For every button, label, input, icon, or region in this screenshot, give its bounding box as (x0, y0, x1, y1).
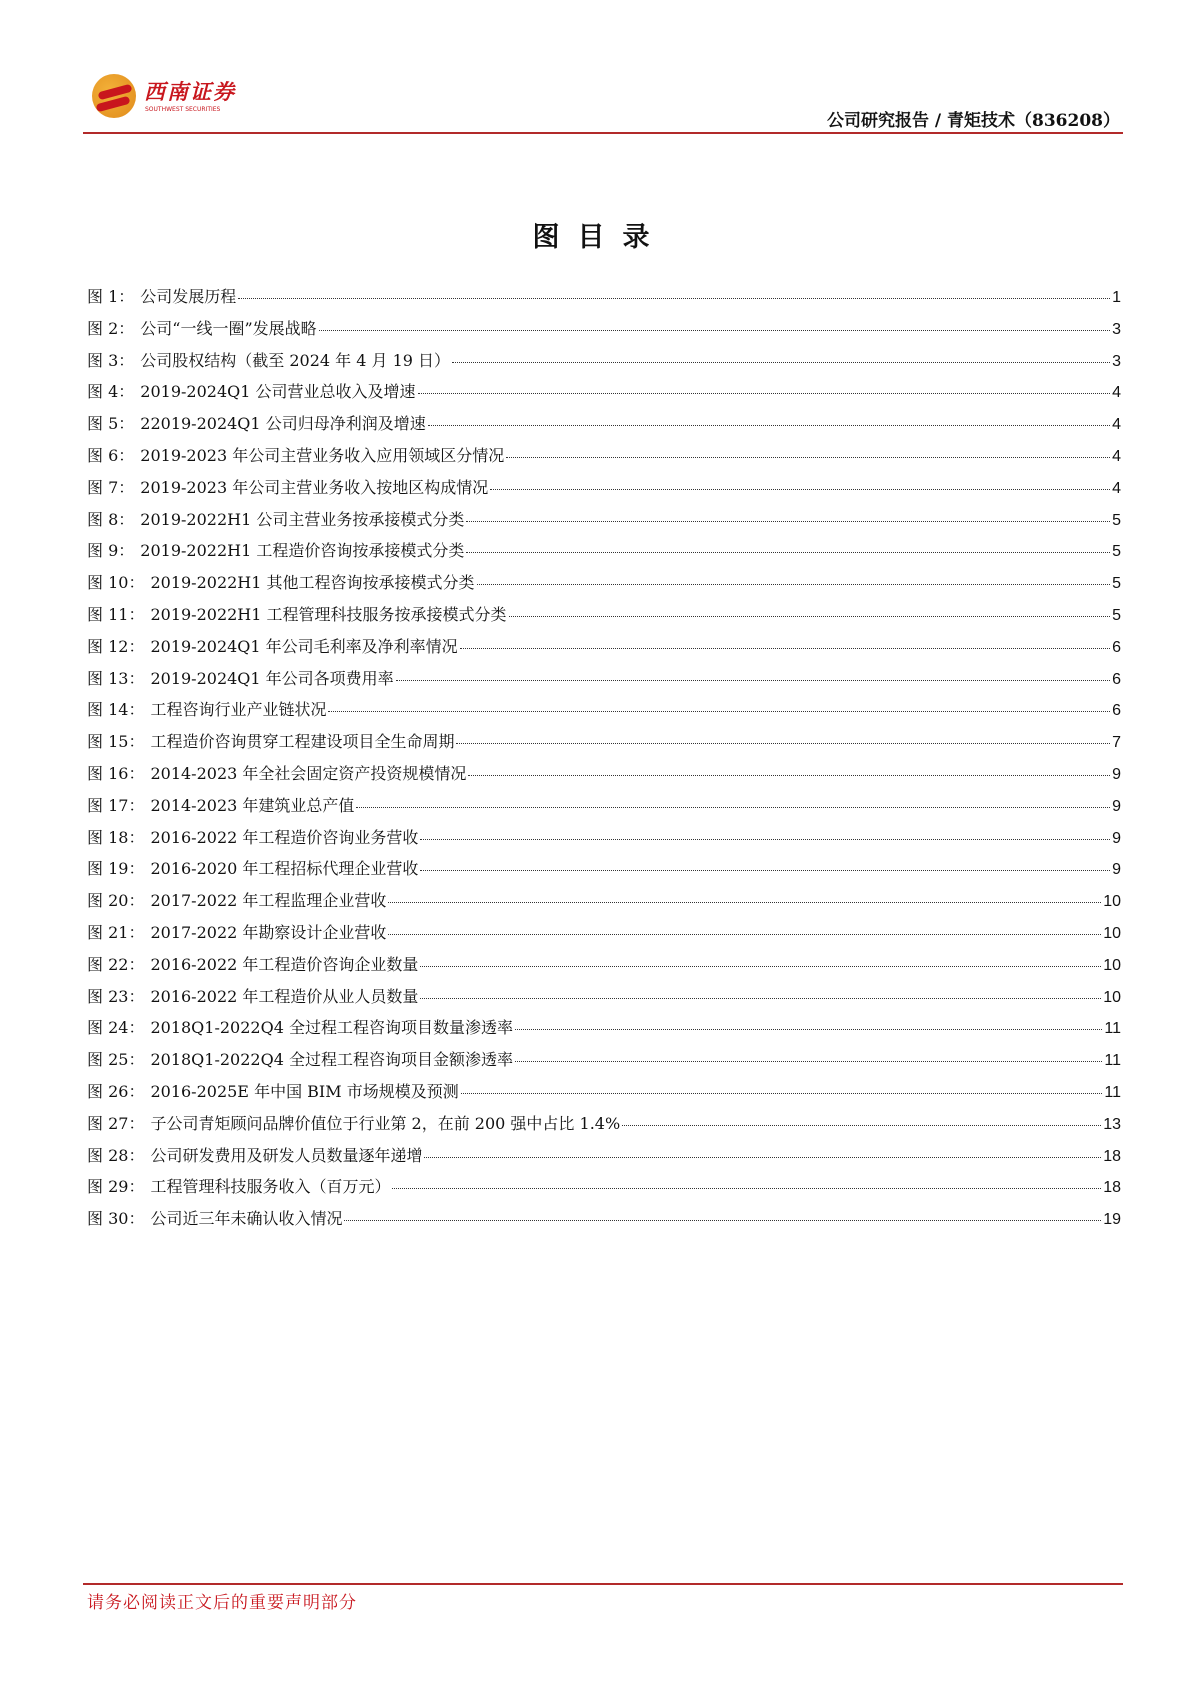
toc-page: 19 (1103, 1211, 1121, 1229)
toc-page: 11 (1104, 1020, 1121, 1038)
toc-label: 2018Q1-2022Q4 全过程工程咨询项目金额渗透率 (150, 1050, 513, 1070)
toc-page: 9 (1112, 797, 1121, 815)
toc-leader-dots (388, 902, 1101, 903)
toc-entry[interactable] (87, 1143, 1121, 1175)
toc-leader-dots (466, 521, 1110, 522)
toc-leader-dots (356, 807, 1110, 808)
toc-leader-dots (420, 839, 1110, 840)
toc-label: 2018Q1-2022Q4 全过程工程咨询项目数量渗透率 (150, 1018, 513, 1038)
toc-leader-dots (344, 1220, 1101, 1221)
toc-label: 公司近三年未确认收入情况 (150, 1209, 343, 1229)
toc-page: 10 (1103, 924, 1121, 942)
toc-number: 图 4： (87, 382, 135, 402)
toc-page: 18 (1103, 1147, 1121, 1165)
toc-page: 6 (1112, 702, 1121, 720)
toc-label: 2019-2024Q1 年公司各项费用率 (150, 668, 394, 688)
toc-leader-dots (238, 298, 1110, 299)
footer-disclaimer: 请务必阅读正文后的重要声明部分 (87, 1593, 357, 1613)
toc-page: 11 (1104, 1052, 1121, 1070)
toc-page: 3 (1112, 320, 1121, 338)
toc-number: 图 7： (87, 477, 135, 497)
toc-number: 图 10： (87, 573, 145, 593)
toc-page: 5 (1112, 606, 1121, 624)
toc-page: 4 (1112, 479, 1121, 497)
toc-number: 图 27： (87, 1113, 145, 1133)
toc-leader-dots (420, 870, 1110, 871)
toc-label: 公司研发费用及研发人员数量逐年递增 (150, 1145, 423, 1165)
toc-page: 7 (1112, 734, 1121, 752)
toc-page: 6 (1112, 670, 1121, 688)
toc-label: 2019-2023 年公司主营业务收入按地区构成情况 (140, 477, 489, 497)
report-header: 公司研究报告 / 青矩技术（836208） (826, 111, 1120, 131)
toc-entry[interactable] (87, 411, 1121, 443)
logo-text: 西南证券 (144, 79, 236, 104)
toc-page: 4 (1112, 384, 1121, 402)
toc-entry[interactable] (87, 602, 1121, 634)
toc-label: 2016-2020 年工程招标代理企业营收 (150, 859, 419, 879)
toc-label: 2019-2024Q1 公司营业总收入及增速 (140, 382, 416, 402)
toc-label: 2019-2022H1 工程造价咨询按承接模式分类 (140, 541, 465, 561)
toc-leader-dots (515, 1061, 1102, 1062)
toc-entry[interactable] (87, 856, 1121, 888)
toc-page: 1 (1112, 289, 1121, 306)
toc-label: 2016-2025E 年中国 BIM 市场规模及预测 (150, 1081, 459, 1101)
toc-label: 2016-2022 年工程造价从业人员数量 (150, 986, 419, 1006)
toc-leader-dots (452, 362, 1110, 363)
company-logo (92, 72, 252, 122)
toc-label: 子公司青矩顾问品牌价值位于行业第 2，在前 200 强中占比 1.4% (150, 1113, 621, 1133)
toc-entry[interactable] (87, 984, 1121, 1016)
toc-leader-dots (477, 584, 1111, 585)
toc-label: 工程管理科技服务收入（百万元） (150, 1177, 391, 1197)
toc-leader-dots (319, 330, 1110, 331)
toc-label: 2016-2022 年工程造价咨询企业数量 (150, 954, 419, 974)
toc-number: 图 28： (87, 1145, 145, 1165)
toc-page: 9 (1112, 829, 1121, 847)
toc-leader-dots (460, 648, 1110, 649)
toc-number: 图 1： (87, 287, 135, 306)
toc-page: 13 (1103, 1115, 1121, 1133)
footer-divider (83, 1583, 1123, 1585)
toc-entry[interactable] (87, 697, 1121, 729)
toc-label: 2017-2022 年工程监理企业营收 (150, 891, 387, 911)
toc-leader-dots (420, 966, 1101, 967)
toc-entry[interactable] (87, 666, 1121, 698)
toc-number: 图 12： (87, 636, 145, 656)
toc-leader-dots (428, 425, 1110, 426)
toc-page: 5 (1112, 575, 1121, 593)
toc-number: 图 2： (87, 318, 135, 338)
toc-entry[interactable] (87, 284, 1121, 316)
toc-page: 6 (1112, 638, 1121, 656)
toc-leader-dots (466, 552, 1110, 553)
toc-leader-dots (418, 393, 1111, 394)
toc-entry[interactable] (87, 920, 1121, 952)
toc-number: 图 15： (87, 732, 145, 752)
toc-leader-dots (456, 743, 1110, 744)
toc-page: 18 (1103, 1179, 1121, 1197)
toc-entry[interactable] (87, 1174, 1121, 1206)
toc-number: 图 19： (87, 859, 145, 879)
toc-number: 图 30： (87, 1209, 145, 1229)
toc-entry[interactable] (87, 825, 1121, 857)
toc-number: 图 25： (87, 1050, 145, 1070)
toc-entry[interactable] (87, 1015, 1121, 1047)
toc-number: 图 21： (87, 922, 145, 942)
toc-number: 图 26： (87, 1081, 145, 1101)
toc-entry[interactable] (87, 1047, 1121, 1079)
toc-label: 2019-2024Q1 年公司毛利率及净利率情况 (150, 636, 458, 656)
toc-page: 9 (1112, 861, 1121, 879)
toc-number: 图 29： (87, 1177, 145, 1197)
toc-entry[interactable] (87, 507, 1121, 539)
toc-number: 图 17： (87, 795, 145, 815)
toc-label: 工程咨询行业产业链状况 (150, 700, 327, 720)
toc-label: 22019-2024Q1 公司归母净利润及增速 (140, 414, 426, 434)
toc-page: 10 (1103, 988, 1121, 1006)
toc-leader-dots (424, 1157, 1101, 1158)
toc-label: 2019-2022H1 其他工程咨询按承接模式分类 (150, 573, 475, 593)
toc-leader-dots (490, 489, 1110, 490)
toc-entry[interactable] (87, 443, 1121, 475)
toc-leader-dots (515, 1029, 1102, 1030)
toc-page: 4 (1112, 416, 1121, 434)
toc-number: 图 14： (87, 700, 145, 720)
toc-number: 图 18： (87, 827, 145, 847)
toc-number: 图 3： (87, 350, 135, 370)
toc-entry[interactable] (87, 888, 1121, 920)
toc-entry[interactable] (87, 538, 1121, 570)
header-divider (83, 132, 1123, 134)
logo-emblem-icon (92, 74, 136, 118)
toc-entry[interactable] (87, 1079, 1121, 1111)
toc-leader-dots (622, 1125, 1101, 1126)
toc-page: 3 (1112, 352, 1121, 370)
toc-leader-dots (468, 775, 1110, 776)
toc-label: 2019-2023 年公司主营业务收入应用领域区分情况 (140, 445, 505, 465)
toc-entry[interactable] (87, 634, 1121, 666)
toc-number: 图 6： (87, 445, 135, 465)
toc-label: 2014-2023 年建筑业总产值 (150, 795, 355, 815)
toc-number: 图 23： (87, 986, 145, 1006)
toc-entry[interactable] (87, 952, 1121, 984)
toc-entry[interactable] (87, 316, 1121, 348)
toc-page: 9 (1112, 765, 1121, 783)
toc-entry[interactable] (87, 729, 1121, 761)
toc-label: 2019-2022H1 公司主营业务按承接模式分类 (140, 509, 465, 529)
toc-page: 4 (1112, 447, 1121, 465)
page-title: 图目录 (532, 222, 668, 253)
toc-label: 公司“一线一圈”发展战略 (140, 318, 317, 338)
toc-number: 图 16： (87, 763, 145, 783)
toc-page: 10 (1103, 893, 1121, 911)
toc-label: 2016-2022 年工程造价咨询业务营收 (150, 827, 419, 847)
logo-subtext: SOUTHWEST SECURITIES (145, 106, 221, 113)
toc-leader-dots (506, 457, 1110, 458)
toc-leader-dots (396, 680, 1110, 681)
toc-entry[interactable] (87, 1111, 1121, 1143)
toc-leader-dots (388, 934, 1101, 935)
toc-number: 图 20： (87, 891, 145, 911)
toc-leader-dots (461, 1093, 1103, 1094)
figure-toc (87, 284, 1121, 1238)
toc-number: 图 9： (87, 541, 135, 561)
toc-page: 5 (1112, 543, 1121, 561)
toc-entry[interactable] (87, 793, 1121, 825)
toc-entry[interactable] (87, 761, 1121, 793)
toc-leader-dots (392, 1188, 1101, 1189)
toc-number: 图 5： (87, 414, 135, 434)
toc-entry[interactable] (87, 348, 1121, 380)
toc-number: 图 8： (87, 509, 135, 529)
toc-number: 图 22： (87, 954, 145, 974)
toc-number: 图 11： (87, 604, 145, 624)
toc-label: 公司发展历程 (140, 287, 237, 306)
toc-entry[interactable] (87, 570, 1121, 602)
toc-leader-dots (420, 998, 1101, 999)
toc-number: 图 24： (87, 1018, 145, 1038)
toc-label: 2019-2022H1 工程管理科技服务按承接模式分类 (150, 604, 507, 624)
toc-page: 10 (1103, 956, 1121, 974)
toc-entry[interactable] (87, 1206, 1121, 1238)
toc-number: 图 13： (87, 668, 145, 688)
toc-leader-dots (509, 616, 1111, 617)
toc-label: 工程造价咨询贯穿工程建设项目全生命周期 (150, 732, 455, 752)
toc-page: 5 (1112, 511, 1121, 529)
toc-entry[interactable] (87, 475, 1121, 507)
toc-leader-dots (328, 711, 1110, 712)
toc-label: 公司股权结构（截至 2024 年 4 月 19 日） (140, 350, 451, 370)
toc-label: 2014-2023 年全社会固定资产投资规模情况 (150, 763, 467, 783)
toc-entry[interactable] (87, 379, 1121, 411)
toc-page: 11 (1104, 1083, 1121, 1101)
toc-label: 2017-2022 年勘察设计企业营收 (150, 922, 387, 942)
